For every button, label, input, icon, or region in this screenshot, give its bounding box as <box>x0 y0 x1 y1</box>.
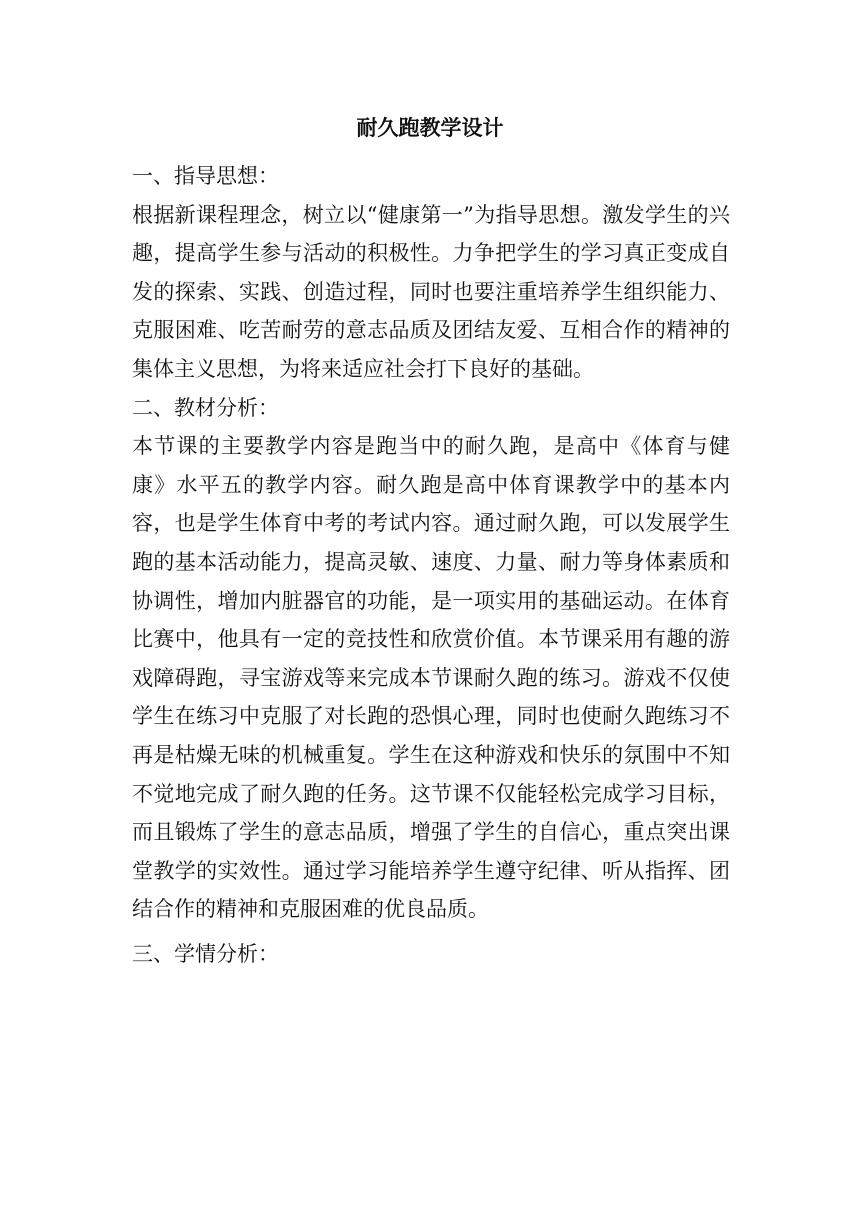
document-title: 耐久跑教学设计 <box>356 115 504 140</box>
document-body <box>132 157 730 973</box>
section-heading-guiding-ideology: 一、指导思想： <box>132 164 279 188</box>
section-paragraph-material-analysis: 本节课的主要教学内容是跑当中的耐久跑，是高中《体育与健康》水平五的教学内容。耐久跑是高中体育课教学中的基本内容，也是学生体育中考的考试内容。通过耐久跑，可以发展学生跑的基本活动能力，提高灵敏、速度、力量、耐力等身体素质和协调性，增加内脏器官的功能，是一项实用的基础运动。在体育比赛中，他具有一定的竞技性和欣赏价值。本节课采用有趣的游戏障碍跑，寻宝游戏等来完成本节课耐久跑的练习。游戏不仅使学生在练习中克服了对长跑的恐惧心理，同时也使耐久跑练习不再是枯燥无味的机械重复。学生在这种游戏和快乐的氛围中不知不觉地完成了耐久跑的任务。这节课不仅能轻松完成学习目标，而且锻炼了学生的意志品质，增强了学生的自信心，重点突出课堂教学的实效性。通过学习能培养学生遵守纪律、听从指挥、团结合作的精神和克服困难的优良品质。 <box>132 434 730 922</box>
section-paragraph-guiding-ideology: 根据新课程理念，树立以“健康第一”为指导思想。激发学生的兴趣，提高学生参与活动的积极性。力争把学生的学习真正变成自发的探索、实践、创造过程，同时也要注重培养学生组织能力、克服困难、吃苦耐劳的意志品质及团结友爱、互相合作的精神的集体主义思想，为将来适应社会打下良好的基础。 <box>132 202 730 381</box>
section-heading-student-analysis: 三、学情分析： <box>132 941 279 966</box>
section-heading-material-analysis: 二、教材分析： <box>132 395 279 420</box>
